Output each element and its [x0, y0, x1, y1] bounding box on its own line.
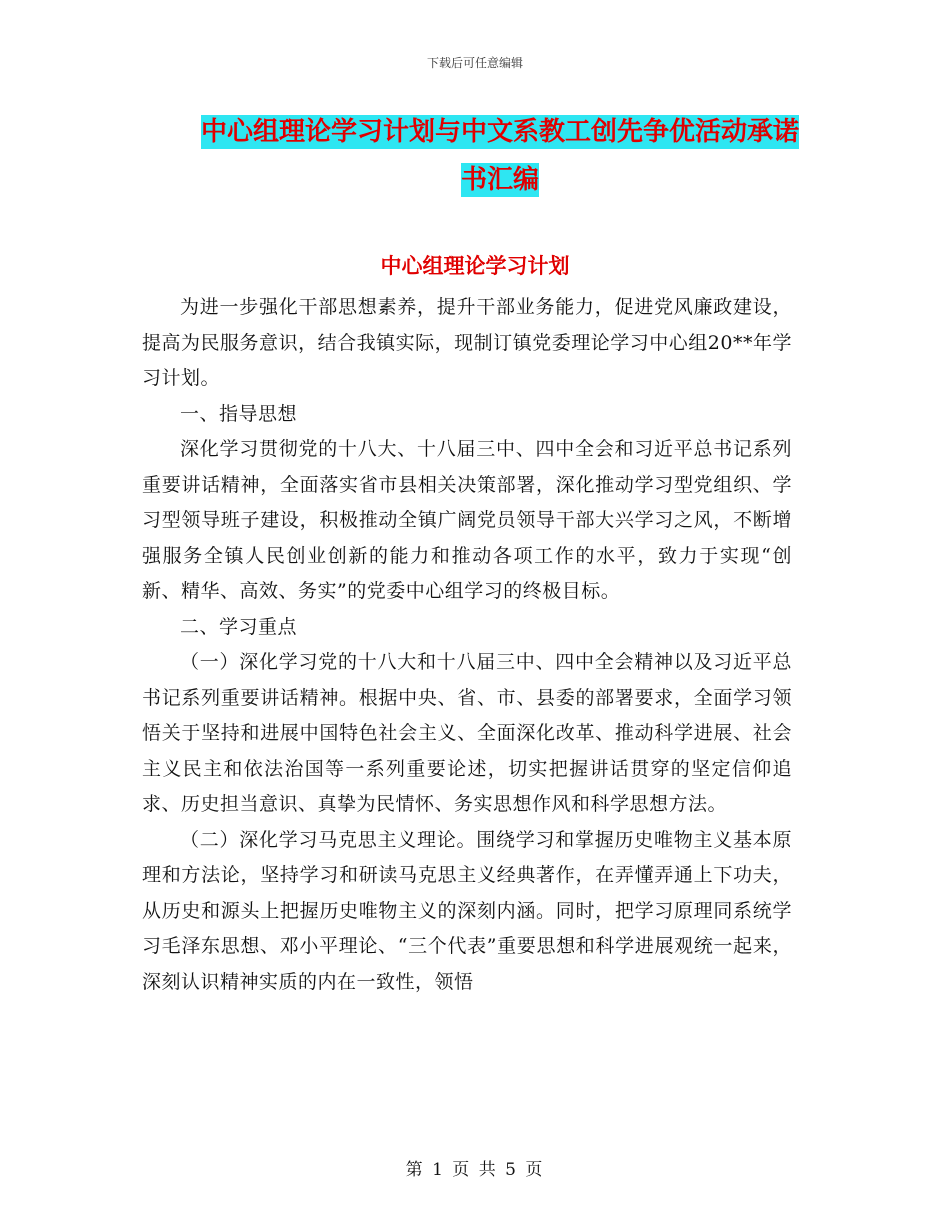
- heading-guiding-ideology: 一、指导思想: [180, 402, 298, 425]
- document-title-line-2: 书汇编: [460, 165, 539, 195]
- heading-study-focus: 二、学习重点: [180, 615, 298, 638]
- page-footer: 第 1 页 共 5 页: [405, 1160, 545, 1180]
- paragraph-focus-1: （一）深化学习党的十八大和十八届三中、四中全会精神以及习近平总书记系列重要讲话精神。根据中央、省、市、县委的部署要求，全面学习领悟关于坚持和进展中国特色社会主义、全面深化改革、推动科学进展、社会主义民主和依法治国等一系列重要论述，切实把握讲话贯穿的坚定信仰追求、历史担当意识、真挚为民情怀、务实思想作风和科学思想方法。: [142, 651, 792, 815]
- document-body: [142, 290, 792, 1000]
- page-header-note: 下载后可任意编辑: [426, 56, 523, 70]
- document-title: [180, 108, 820, 204]
- paragraph-focus-2: （二）深化学习马克思主义理论。围绕学习和掌握历史唯物主义基本原理和方法论，坚持学习和研读马克思主义经典著作，在弄懂弄通上下功夫，从历史和源头上把握历史唯物主义的深刻内涵。同时，把学习原理同系统学习毛泽东思想、邓小平理论、“三个代表”重要思想和科学进展观统一起来，深刻认识精神实质的内在一致性，领悟: [142, 828, 792, 993]
- paragraph-intro: 为进一步强化干部思想素养，提升干部业务能力，促进党风廉政建设，提高为民服务意识，结合我镇实际，现制订镇党委理论学习中心组20**年学习计划。: [142, 296, 792, 389]
- section-title: 中心组理论学习计划: [380, 254, 570, 278]
- paragraph-guiding-ideology: 深化学习贯彻党的十八大、十八届三中、四中全会和习近平总书记系列重要讲话精神，全面落实省市县相关决策部署，深化推动学习型党组织、学习型领导班子建设，积极推动全镇广阔党员领导干部大兴学习之风，不断增强服务全镇人民创业创新的能力和推动各项工作的水平，致力于实现“创新、精华、高效、务实”的党委中心组学习的终极目标。: [142, 438, 792, 602]
- document-title-line-1: 中心组理论学习计划与中文系教工创先争优活动承诺: [200, 117, 799, 147]
